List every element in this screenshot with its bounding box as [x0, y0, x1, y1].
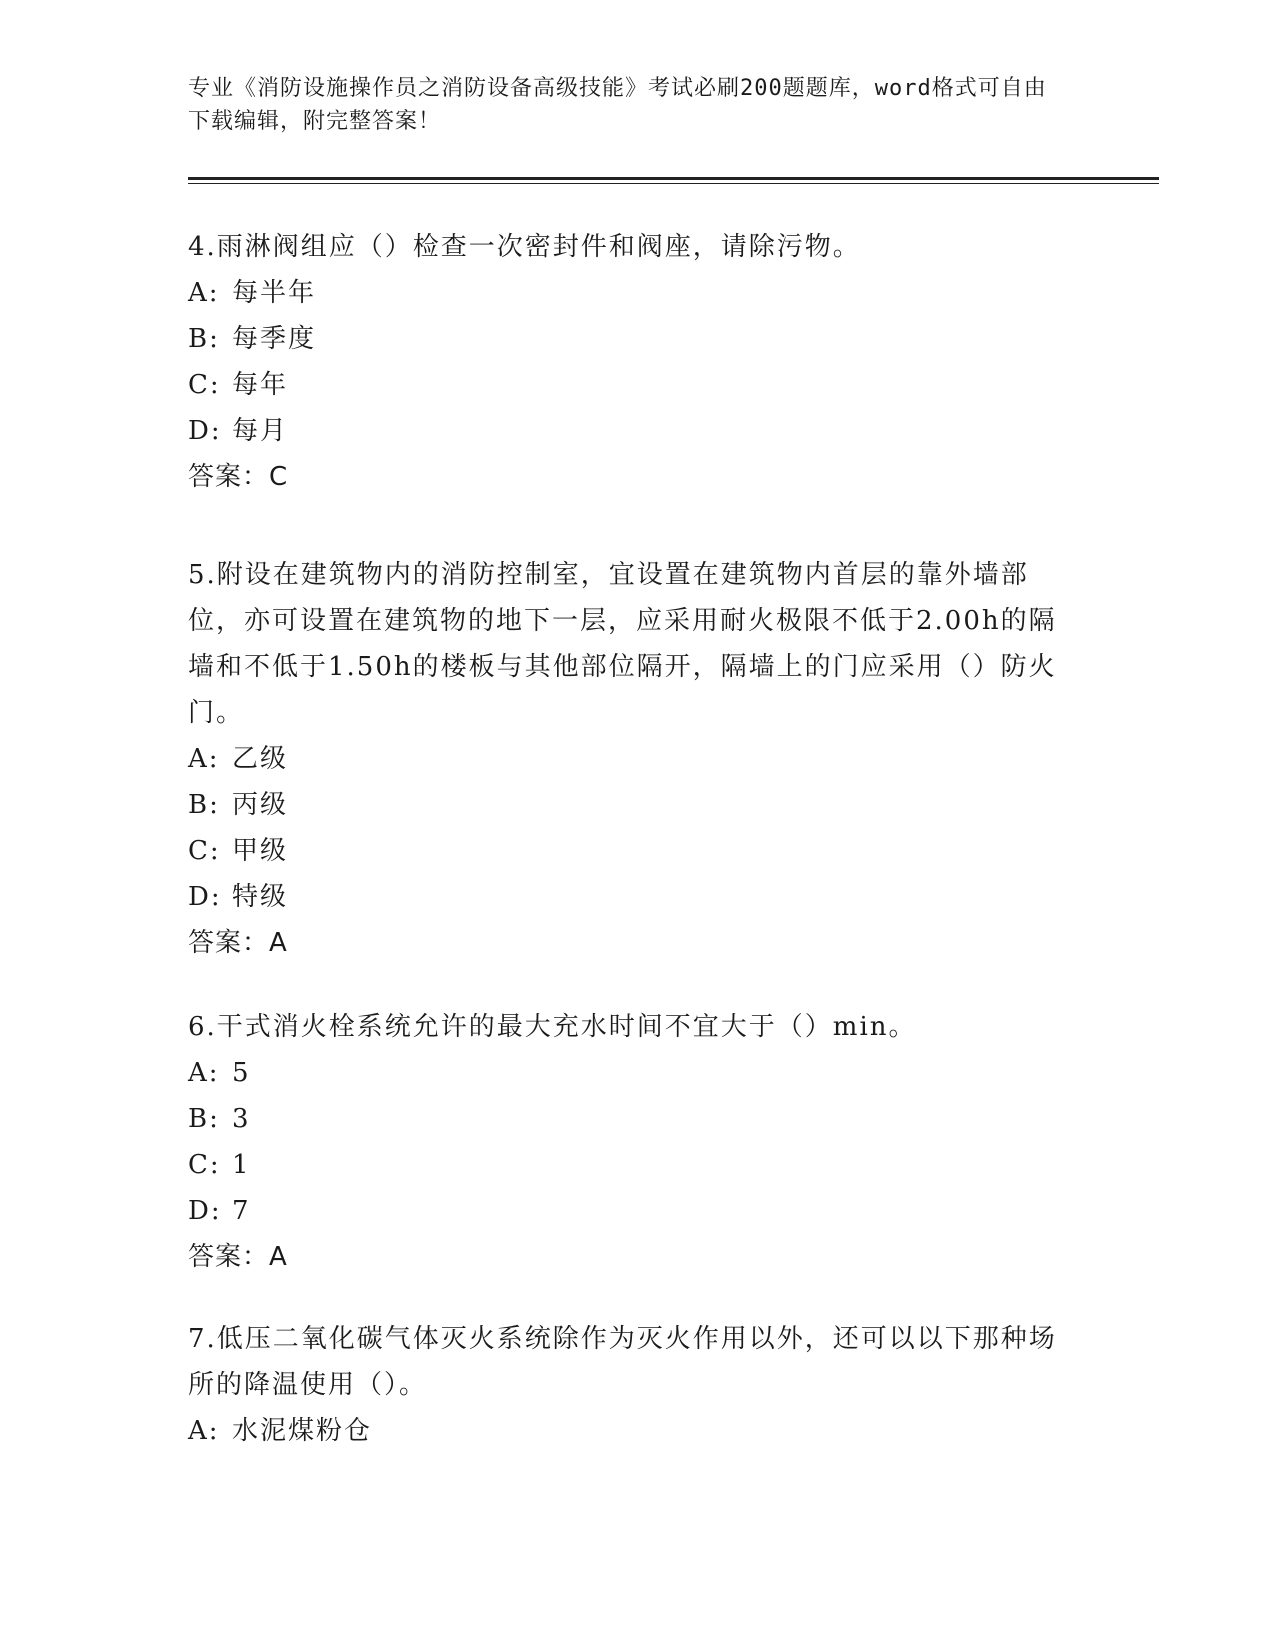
option-b — [188, 1096, 1068, 1142]
header-divider-thick — [188, 177, 1159, 180]
option-a — [188, 1050, 1068, 1096]
option-text: 每月 — [232, 416, 289, 446]
option-key: A: — [188, 744, 220, 774]
answer: 答案：C — [188, 462, 289, 492]
option-key: B: — [188, 1104, 220, 1134]
option-key: D: — [188, 416, 222, 446]
option-text: 每季度 — [232, 324, 317, 354]
option-b — [188, 782, 1068, 828]
option-a — [188, 1408, 1068, 1454]
option-text: 7 — [232, 1196, 251, 1226]
question-text: 5.附设在建筑物内的消防控制室，宜设置在建筑物内首层的靠外墙部位，亦可设置在建筑物的地下一层，应采用耐火极限不低于2.00h的隔墙和不低于1.50h的楼板与其他部位隔开，隔墙上的门应采用（）防火门。 — [188, 560, 1057, 728]
option-key: C: — [188, 836, 221, 866]
option-key: A: — [188, 1058, 220, 1088]
question-6 — [188, 1004, 1068, 1280]
option-text: 3 — [232, 1104, 251, 1134]
question-5 — [188, 552, 1068, 966]
option-key: A: — [188, 278, 220, 308]
option-key: C: — [188, 1150, 221, 1180]
question-text: 4.雨淋阀组应（）检查一次密封件和阀座，请除污物。 — [188, 232, 861, 262]
answer: 答案：A — [188, 928, 288, 958]
option-text: 水泥煤粉仓 — [232, 1416, 373, 1446]
question-text: 6.干式消火栓系统允许的最大充水时间不宜大于（）min。 — [188, 1012, 917, 1042]
option-a — [188, 736, 1068, 782]
option-c — [188, 362, 1068, 408]
option-d — [188, 874, 1068, 920]
option-text: 乙级 — [232, 744, 289, 774]
option-c — [188, 1142, 1068, 1188]
option-key: B: — [188, 790, 220, 820]
header-text: 专业《消防设施操作员之消防设备高级技能》考试必刷200题题库，word格式可自由下载编辑，附完整答案！ — [188, 76, 1047, 134]
answer: 答案：A — [188, 1242, 288, 1272]
option-text: 5 — [232, 1058, 251, 1088]
option-text: 每年 — [232, 370, 289, 400]
option-d — [188, 408, 1068, 454]
option-text: 甲级 — [232, 836, 289, 866]
option-d — [188, 1188, 1068, 1234]
option-text: 1 — [232, 1150, 251, 1180]
option-text: 每半年 — [232, 278, 317, 308]
document-header — [188, 72, 1068, 138]
option-c — [188, 828, 1068, 874]
option-text: 丙级 — [232, 790, 289, 820]
option-key: B: — [188, 324, 220, 354]
option-key: D: — [188, 1196, 222, 1226]
option-key: D: — [188, 882, 222, 912]
question-7 — [188, 1316, 1068, 1454]
option-key: A: — [188, 1416, 220, 1446]
question-text: 7.低压二氧化碳气体灭火系统除作为灭火作用以外，还可以以下那种场所的降温使用（）。 — [188, 1324, 1057, 1400]
option-a — [188, 270, 1068, 316]
option-text: 特级 — [232, 882, 289, 912]
option-b — [188, 316, 1068, 362]
header-divider-thin — [188, 183, 1159, 184]
question-4 — [188, 224, 1068, 500]
option-key: C: — [188, 370, 221, 400]
